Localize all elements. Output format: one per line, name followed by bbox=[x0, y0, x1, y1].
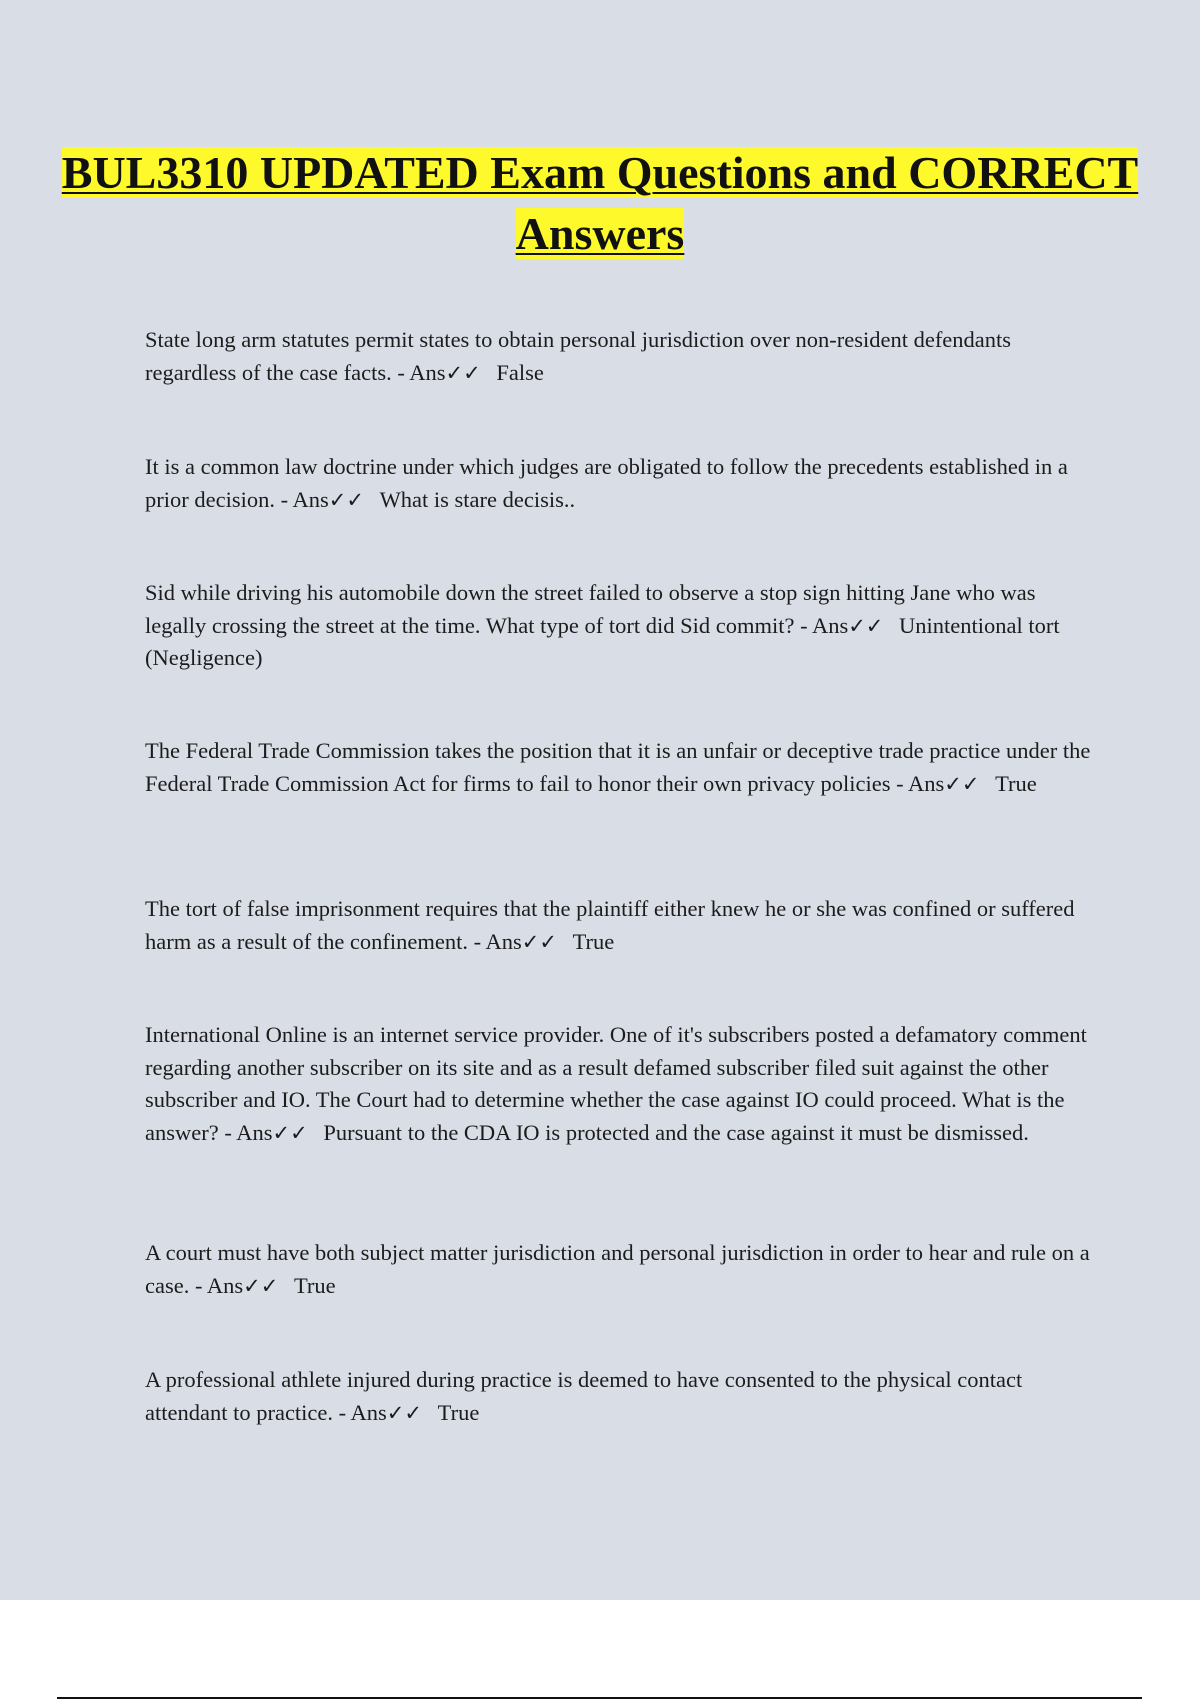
document-title: BUL3310 UPDATED Exam Questions and CORRECT Answers bbox=[61, 147, 1139, 259]
checkmark-icon: ✓✓ bbox=[328, 487, 364, 512]
question-text: State long arm statutes permit states to obtain personal jurisdiction over non-resident defendants regardless of the case facts. bbox=[145, 327, 1012, 385]
question-text: International Online is an internet service provider. One of it's subscribers posted a defamatory comment regarding another subscriber on its site and as a result defamed subscriber filed suit against the other subscriber and IO. The Court had to determine whether the case against IO could proceed. What is the answer? bbox=[145, 1022, 1087, 1145]
qa-item bbox=[145, 1019, 1095, 1149]
checkmark-icon: ✓✓ bbox=[445, 360, 481, 385]
question-text: Sid while driving his automobile down the street failed to observe a stop sign hitting Jane who was legally crossing the street at the time. What type of tort did Sid commit? bbox=[145, 580, 1036, 638]
answer-prefix: - Ans bbox=[473, 928, 522, 954]
question-text: A court must have both subject matter jurisdiction and personal jurisdiction in order to hear and rule on a case. bbox=[145, 1240, 1090, 1298]
page-bottom-margin bbox=[0, 1600, 1200, 1700]
answer-text: True bbox=[995, 770, 1037, 796]
answer-text: Unintentional tort (Negligence) bbox=[145, 612, 1060, 670]
checkmark-icon: ✓✓ bbox=[272, 1120, 308, 1145]
answer-text: True bbox=[437, 1399, 480, 1425]
qa-item bbox=[145, 451, 1095, 516]
checkmark-icon: ✓✓ bbox=[848, 613, 884, 638]
question-text: The Federal Trade Commission takes the position that it is an unfair or deceptive trade practice under the Federal Trade Commission Act for firms to fail to honor their own privacy policies bbox=[145, 738, 1091, 796]
answer-text: True bbox=[293, 1272, 336, 1298]
answer-text: False bbox=[496, 359, 544, 385]
answer-prefix: - Ans bbox=[280, 486, 329, 512]
checkmark-icon: ✓✓ bbox=[243, 1273, 279, 1298]
qa-item bbox=[145, 324, 1095, 389]
title-block bbox=[0, 142, 1200, 264]
question-text: A professional athlete injured during practice is deemed to have consented to the physical contact attendant to practice. bbox=[145, 1367, 1023, 1425]
footer-rule bbox=[57, 1697, 1142, 1699]
qa-item bbox=[145, 893, 1095, 958]
answer-text: What is stare decisis.. bbox=[379, 486, 576, 512]
answer-prefix: - Ans bbox=[896, 770, 945, 796]
answer-prefix: - Ans bbox=[397, 359, 446, 385]
answer-prefix: - Ans bbox=[338, 1399, 387, 1425]
qa-item bbox=[145, 735, 1095, 800]
question-text: It is a common law doctrine under which judges are obligated to follow the precedents established in a prior decision. bbox=[145, 454, 1068, 512]
question-text: The tort of false imprisonment requires that the plaintiff either knew he or she was confined or suffered harm as a result of the confinement. bbox=[145, 896, 1075, 954]
checkmark-icon: ✓✓ bbox=[944, 771, 980, 796]
checkmark-icon: ✓✓ bbox=[521, 929, 557, 954]
answer-prefix: - Ans bbox=[224, 1119, 273, 1145]
qa-item bbox=[145, 1364, 1095, 1429]
answer-prefix: - Ans bbox=[800, 612, 849, 638]
answer-prefix: - Ans bbox=[194, 1272, 244, 1298]
qa-item bbox=[145, 1237, 1095, 1302]
qa-item bbox=[145, 577, 1095, 675]
checkmark-icon: ✓✓ bbox=[386, 1400, 422, 1425]
answer-text: Pursuant to the CDA IO is protected and the case against it must be dismissed. bbox=[323, 1119, 1029, 1145]
answer-text: True bbox=[572, 928, 615, 954]
